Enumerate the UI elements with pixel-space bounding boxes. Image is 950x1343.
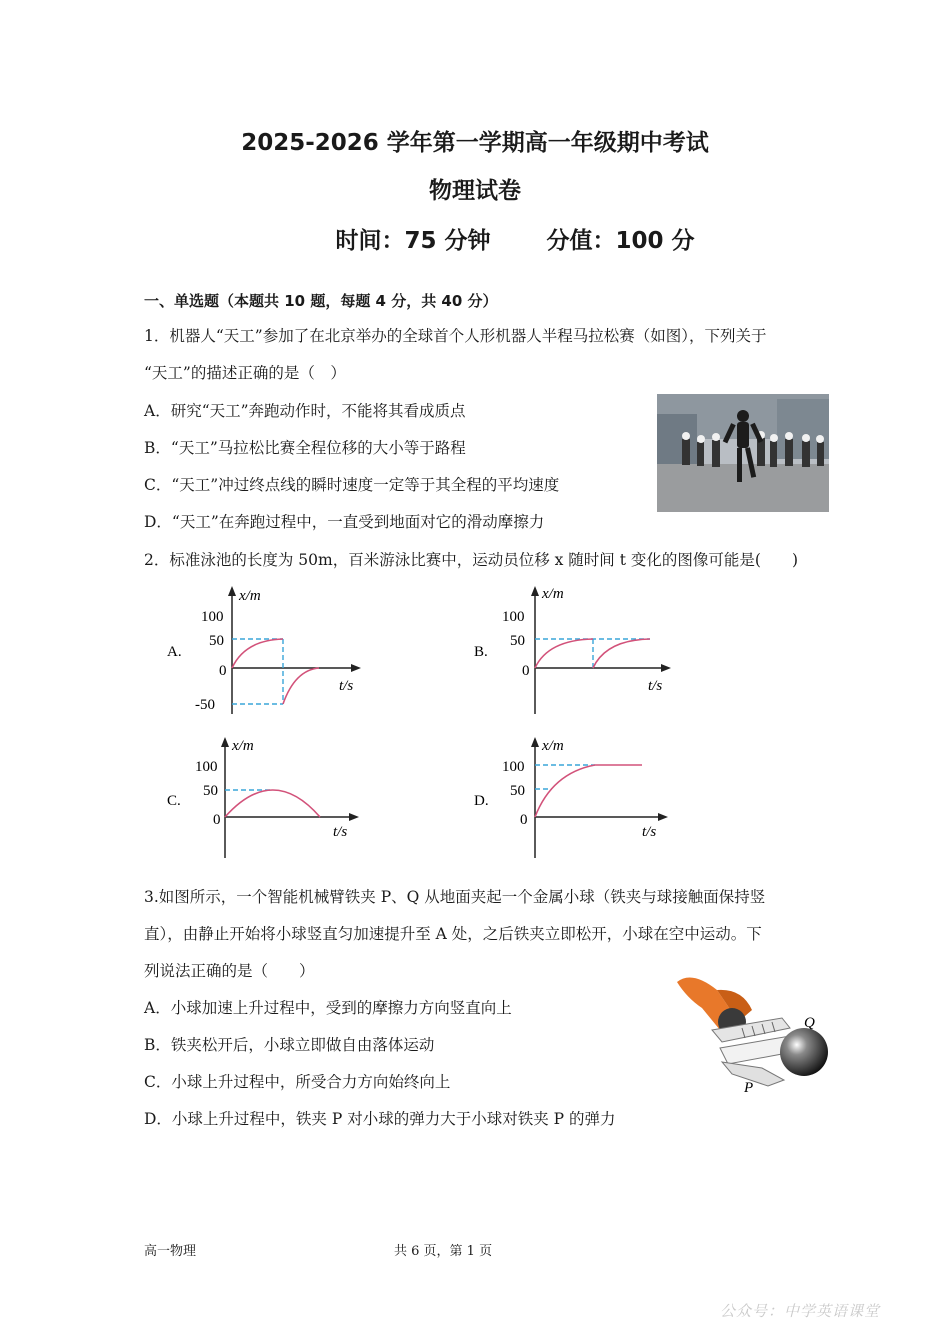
graph-a-tick-0: 0 bbox=[219, 663, 227, 679]
graph-c-ylabel: x/m bbox=[232, 738, 254, 754]
q1-option-a: A．研究“天工”奔跑动作时，不能将其看成质点 bbox=[144, 402, 466, 420]
graph-a-ylabel: x/m bbox=[239, 588, 261, 604]
graph-b-tick-0: 0 bbox=[522, 663, 530, 679]
graph-a-xlabel: t/s bbox=[339, 678, 354, 694]
graph-a-label: A. bbox=[167, 644, 182, 660]
q1-option-c: C．“天工”冲过终点线的瞬时速度一定等于其全程的平均速度 bbox=[144, 476, 560, 494]
q1-option-d: D．“天工”在奔跑过程中，一直受到地面对它的滑动摩擦力 bbox=[144, 513, 545, 531]
graph-a-tick-100: 100 bbox=[201, 609, 224, 625]
label-p: P bbox=[744, 1080, 754, 1096]
exam-score: 分值：100 分 bbox=[546, 228, 695, 254]
graph-b-tick-100: 100 bbox=[502, 609, 525, 625]
graph-a bbox=[165, 582, 365, 717]
q3-stem-line3: 列说法正确的是（ ） bbox=[144, 962, 315, 980]
graph-b-tick-50: 50 bbox=[510, 633, 525, 649]
graph-b-ylabel: x/m bbox=[542, 586, 564, 602]
graph-d-tick-100: 100 bbox=[502, 759, 525, 775]
watermark: 公众号：中学英语课堂 bbox=[719, 1302, 880, 1320]
q3-option-a: A．小球加速上升过程中，受到的摩擦力方向竖直向上 bbox=[144, 999, 512, 1017]
footer-subject: 高一物理 bbox=[144, 1244, 197, 1259]
graph-c bbox=[165, 733, 365, 863]
subject-title: 物理试卷 bbox=[429, 178, 521, 204]
exam-info bbox=[40, 222, 950, 255]
graph-c-tick-0: 0 bbox=[213, 812, 221, 828]
graph-d-label: D. bbox=[474, 793, 489, 809]
label-q: Q bbox=[804, 1015, 815, 1031]
q1-option-b: B．“天工”马拉松比赛全程位移的大小等于路程 bbox=[144, 439, 466, 457]
graph-a-tick-neg50: -50 bbox=[195, 697, 215, 713]
exam-title: 2025-2026 学年第一学期高一年级期中考试 bbox=[241, 130, 709, 156]
graph-b-label: B. bbox=[474, 644, 488, 660]
graph-d-tick-0: 0 bbox=[520, 812, 528, 828]
footer-page: 共 6 页，第 1 页 bbox=[394, 1244, 493, 1259]
graph-c-label: C. bbox=[167, 793, 181, 809]
graph-d-ylabel: x/m bbox=[542, 738, 564, 754]
q3-option-b: B．铁夹松开后，小球立即做自由落体运动 bbox=[144, 1036, 435, 1054]
q3-stem-line2: 直），由静止开始将小球竖直匀加速提升至 A 处，之后铁夹立即松开，小球在空中运动。下 bbox=[144, 925, 762, 943]
graph-d-xlabel: t/s bbox=[642, 824, 657, 840]
exam-time: 时间：75 分钟 bbox=[335, 228, 491, 254]
q3-option-c: C．小球上升过程中，所受合力方向始终向上 bbox=[144, 1073, 451, 1091]
graph-b-xlabel: t/s bbox=[648, 678, 663, 694]
graph-d bbox=[470, 733, 680, 863]
q1-stem-line2: “天工”的描述正确的是（ ） bbox=[144, 364, 346, 382]
graph-c-tick-50: 50 bbox=[203, 783, 218, 799]
graph-a-tick-50: 50 bbox=[209, 633, 224, 649]
robot-arm-figure bbox=[672, 970, 842, 1100]
q1-stem-line1: 1．机器人“天工”参加了在北京举办的全球首个人形机器人半程马拉松赛（如图），下列关于 bbox=[144, 327, 767, 345]
q2-stem: 2．标准泳池的长度为 50m，百米游泳比赛中，运动员位移 x 随时间 t 变化的图像可能是( ) bbox=[144, 551, 798, 569]
section-heading: 一、单选题（本题共 10 题，每题 4 分，共 40 分） bbox=[144, 292, 498, 310]
graph-d-tick-50: 50 bbox=[510, 783, 525, 799]
q3-option-d: D．小球上升过程中，铁夹 P 对小球的弹力大于小球对铁夹 P 的弹力 bbox=[144, 1110, 616, 1128]
graph-b bbox=[470, 582, 680, 717]
graph-c-xlabel: t/s bbox=[333, 824, 348, 840]
q3-stem-line1: 3.如图所示，一个智能机械臂铁夹 P、Q 从地面夹起一个金属小球（铁夹与球接触面保持竖 bbox=[144, 888, 766, 906]
robot-marathon-photo bbox=[657, 394, 829, 512]
graph-c-tick-100: 100 bbox=[195, 759, 218, 775]
